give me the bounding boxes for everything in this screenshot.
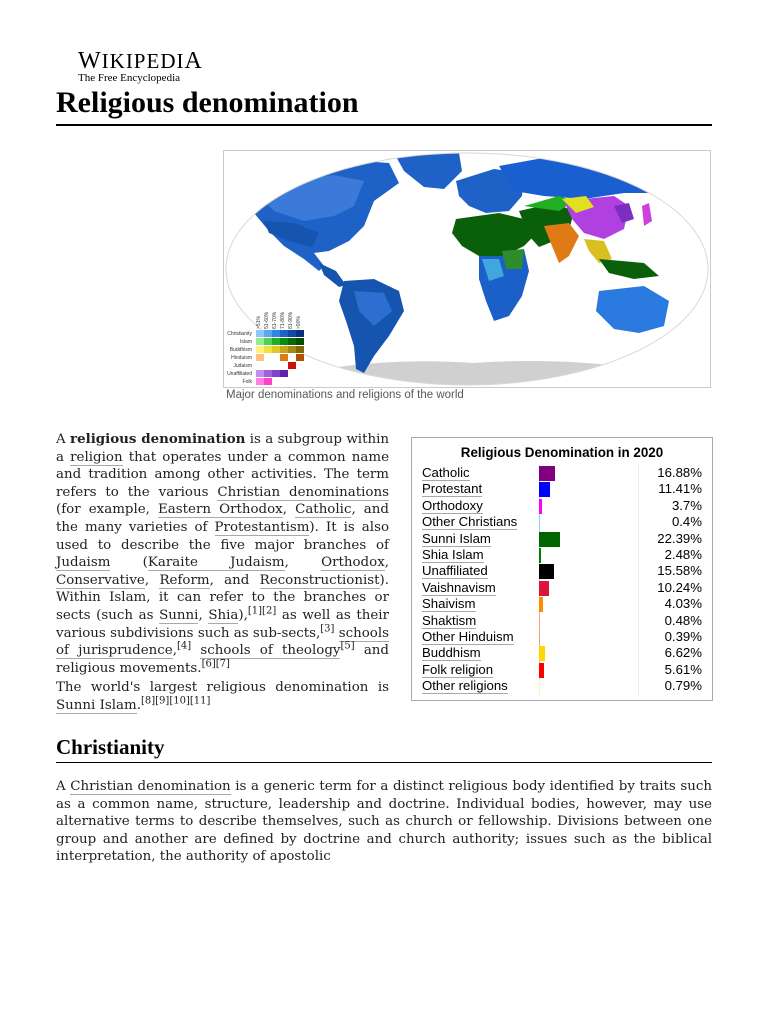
category-label[interactable]: Unaffiliated [422,563,488,579]
chart-bar [539,679,540,694]
legend-row-label: Christianity [227,331,252,337]
link-karaite-judaism[interactable]: Karaite Judaism [147,555,285,571]
citation-4[interactable]: [4] [176,640,192,652]
value-label: 0.79% [664,678,702,694]
link-judaism[interactable]: Judaism [56,555,111,571]
link-sunni-islam[interactable]: Sunni Islam [56,697,137,713]
world-religions-map[interactable] [223,150,711,388]
chart-bar [539,532,560,547]
chart-row [422,678,702,695]
category-label[interactable]: Shaktism [422,612,477,628]
link-reconstructionist[interactable]: Reconstructionist [259,572,380,588]
tagline: The Free Encyclopedia [78,72,181,84]
value-label: 3.7% [671,497,702,513]
citation-6-7[interactable]: [6][7] [201,658,230,670]
value-label: 22.39% [657,530,702,546]
chart-bar [539,581,549,596]
category-label[interactable]: Other Christians [422,514,518,530]
link-christian-denominations[interactable]: Christian denominations [217,484,389,500]
value-label: 0.39% [664,629,702,644]
chart-row [422,481,702,498]
value-label: 6.62% [664,645,702,661]
chart-row [422,629,702,646]
link-schools-of-jurisprudence[interactable]: schools of jurisprudence [56,625,389,659]
link-reform[interactable]: Reform [159,572,210,588]
legend-row-label: Hinduism [231,355,252,361]
citation-8-11[interactable]: [8][9][10][11] [140,695,211,707]
intro-paragraph-1: A religious denomination is a subgroup within a religion that operates under a common name and tradition among other activities. The term refers to the various Christian denominations (for example, Eastern Orthodox, Catholic, and the many varieties of Protestantism). It is also used to describe the five major branches of Judaism (Karaite Judaism, Orthodox, Conservative, Reform, and Reconstructionist). Within Islam, it can refer to the branches or sects (such as Sunni, Shia),[1][2] as well as their various subdivisions such as sub-sects,[3] schools of jurisprudence,[4] schools of theology[5] and religious movements.[6][7] [56,431,390,676]
value-label: 15.58% [657,563,702,579]
map-caption: Major denominations and religions of the world [226,389,464,401]
link-eastern-orthodox[interactable]: Eastern Orthodox [158,502,283,518]
chart-bar [539,630,540,645]
legend-row-label: Islam [240,339,252,345]
link-conservative[interactable]: Conservative [56,572,145,588]
page-title: Religious denomination [56,86,359,119]
chart-row [422,465,702,482]
chart-row [422,580,702,597]
legend-col-label: >90% [296,316,302,329]
chart-bar [539,499,542,514]
value-label: 0.4% [671,514,702,530]
link-protestantism[interactable]: Protestantism [214,519,310,535]
chart-bar [539,482,550,497]
category-label[interactable]: Other religions [422,678,508,694]
legend-row-label: Unaffiliated [227,371,252,377]
chart-bar [539,466,555,481]
chart-row [422,547,702,564]
citation-3[interactable]: [3] [320,623,335,635]
legend-col-label: 81-90% [288,311,294,329]
chart-row [422,498,702,515]
link-religion[interactable]: religion [70,449,123,465]
link-sunni[interactable]: Sunni [159,607,199,623]
link-christian-denomination[interactable]: Christian denomination [70,779,231,794]
category-label[interactable]: Folk religion [422,661,494,677]
legend-swatches [256,330,304,385]
term-bold: religious denomination [70,431,246,447]
chart-row [422,645,702,662]
legend-col-label: 71-80% [280,311,286,329]
value-label: 11.41% [658,481,702,497]
intro-paragraph-2: The world's largest religious denomination is Sunni Islam.[8][9][10][11] [56,680,389,713]
chart-bar [539,597,543,612]
chart-row [422,514,702,531]
citation-1-2[interactable]: [1][2] [247,605,277,617]
category-label[interactable]: Shaivism [422,596,476,612]
chart-row [422,563,702,580]
chart-row [422,596,702,613]
category-label[interactable]: Buddhism [422,645,481,661]
legend-col-label: 61-70% [272,311,278,329]
wordmark: WIKIPEDIA [78,48,203,74]
chart-bar [539,548,541,563]
value-label: 5.61% [664,661,702,677]
denomination-chart [411,437,713,701]
category-label[interactable]: Vaishnavism [422,579,496,595]
link-catholic[interactable]: Catholic [295,502,352,518]
chart-row [422,662,702,679]
legend-row-label: Buddhism [229,347,252,353]
link-orthodox[interactable]: Orthodox [321,555,385,571]
chart-bar [539,564,554,579]
legend-row-label: Folk [242,379,252,385]
chart-bar [539,515,540,530]
category-label[interactable]: Orthodoxy [422,497,483,513]
section-heading-christianity: Christianity [56,735,165,759]
link-schools-of-theology[interactable]: schools of theology [200,643,341,659]
category-label[interactable]: Sunni Islam [422,530,491,546]
chart-title: Religious Denomination in 2020 [460,445,664,460]
citation-5[interactable]: [5] [340,640,355,652]
chart-row [422,613,702,630]
christianity-paragraph: A Christian denomination is a generic term for a distinct religious body identified by traits such as a common name, structure, leadership and doctrine. Individual bodies, however, may use alternative terms to describe themselves, such as church or fellowship. Divisions between one group and another are defined by doctrine and church authority; issues such as the biblical interpretation, the authority of apostolic [56,779,712,865]
value-label: 16.88% [657,465,702,480]
chart-bar [539,663,544,678]
value-label: 4.03% [664,596,702,612]
value-label: 10.24% [657,579,702,595]
chart-row [422,531,702,548]
chart-bar [539,646,545,661]
section-divider [56,762,712,763]
legend-row-label: Judaism [233,363,252,369]
link-shia[interactable]: Shia [208,607,239,623]
category-label[interactable]: Protestant [422,481,483,497]
chart-bar [539,614,540,629]
category-label[interactable]: Catholic [422,465,470,480]
title-divider [56,124,712,126]
value-label: 2.48% [664,547,702,562]
legend-col-label: 51-60% [264,311,270,329]
legend-col-label: >51% [256,316,262,329]
value-label: 0.48% [664,612,702,628]
category-label[interactable]: Other Hinduism [422,629,514,644]
wikipedia-logo[interactable] [78,50,203,84]
category-label[interactable]: Shia Islam [422,547,484,562]
